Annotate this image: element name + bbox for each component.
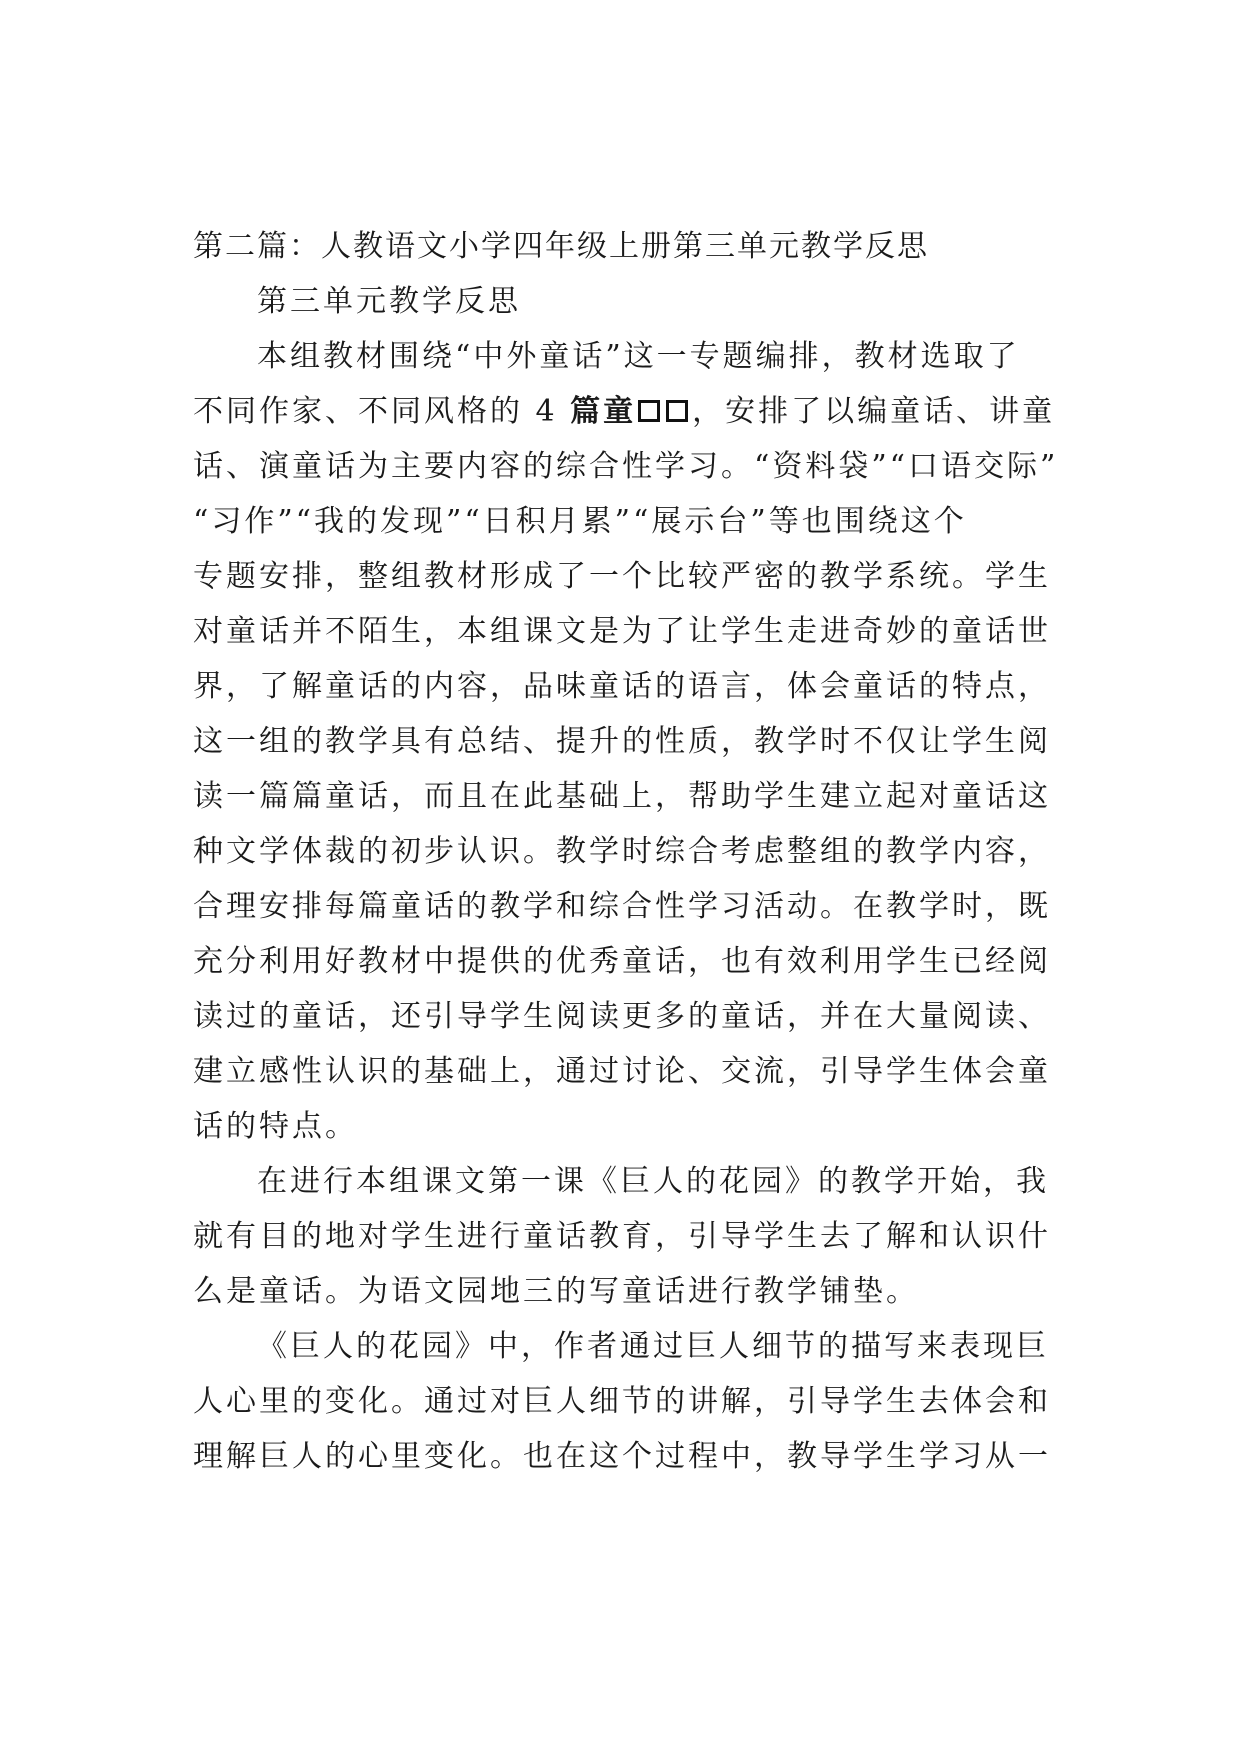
text-line <box>193 384 1058 439</box>
text-line: “习作”“我的发现”“日积月累”“展示台”等也围绕这个 <box>193 504 967 539</box>
paragraph-2 <box>193 1154 1058 1319</box>
missing-glyph-box-icon <box>666 400 688 422</box>
text-line: 理解巨人的心里变化。也在这个过程中，教导学生学习从一 <box>193 1439 1051 1474</box>
document-title: 第二篇：人教语文小学四年级上册第三单元教学反思 <box>193 229 929 264</box>
paragraph-1 <box>193 329 1058 1154</box>
text-line: 读过的童话，还引导学生阅读更多的童话，并在大量阅读、 <box>193 999 1051 1034</box>
text-line: 本组教材围绕“中外童话”这一专题编排，教材选取了 <box>257 339 1020 374</box>
text-line: 么是童话。为语文园地三的写童话进行教学铺垫。 <box>193 1274 919 1309</box>
paragraph-3 <box>193 1319 1058 1484</box>
text-line: 人心里的变化。通过对巨人细节的讲解，引导学生去体会和 <box>193 1384 1051 1419</box>
text-line: 这一组的教学具有总结、提升的性质，教学时不仅让学生阅 <box>193 724 1051 759</box>
missing-glyph-box-icon <box>638 400 660 422</box>
bold-text-span: 篇童 <box>570 394 637 429</box>
text-line: 种文学体裁的初步认识。教学时综合考虑整组的教学内容， <box>193 834 1051 869</box>
text-line: 就有目的地对学生进行童话教育，引导学生去了解和认识什 <box>193 1219 1051 1254</box>
text-line: 对童话并不陌生，本组课文是为了让学生走进奇妙的童话世 <box>193 614 1051 649</box>
text-line: 界，了解童话的内容，品味童话的语言，体会童话的特点， <box>193 669 1051 704</box>
section-heading: 第三单元教学反思 <box>257 284 521 319</box>
text-line: 读一篇篇童话，而且在此基础上，帮助学生建立起对童话这 <box>193 779 1051 814</box>
text-line: 在进行本组课文第一课《巨人的花园》的教学开始，我 <box>257 1164 1049 1199</box>
text-line: 建立感性认识的基础上，通过讨论、交流，引导学生体会童 <box>193 1054 1051 1089</box>
text-line: 《巨人的花园》中，作者通过巨人细节的描写来表现巨 <box>257 1329 1049 1364</box>
text-line: 话、演童话为主要内容的综合性学习。“资料袋”“口语交际” <box>193 449 1059 484</box>
text-span: 不同作家、不同风格的 4 <box>193 394 571 429</box>
text-line: 专题安排，整组教材形成了一个比较严密的教学系统。学生 <box>193 559 1051 594</box>
text-line: 充分利用好教材中提供的优秀童话，也有效利用学生已经阅 <box>193 944 1051 979</box>
text-line: 合理安排每篇童话的教学和综合性学习活动。在教学时，既 <box>193 889 1051 924</box>
document-body <box>193 219 1058 1484</box>
text-span: ，安排了以编童话、讲童 <box>692 394 1056 429</box>
text-line: 话的特点。 <box>193 1109 358 1144</box>
